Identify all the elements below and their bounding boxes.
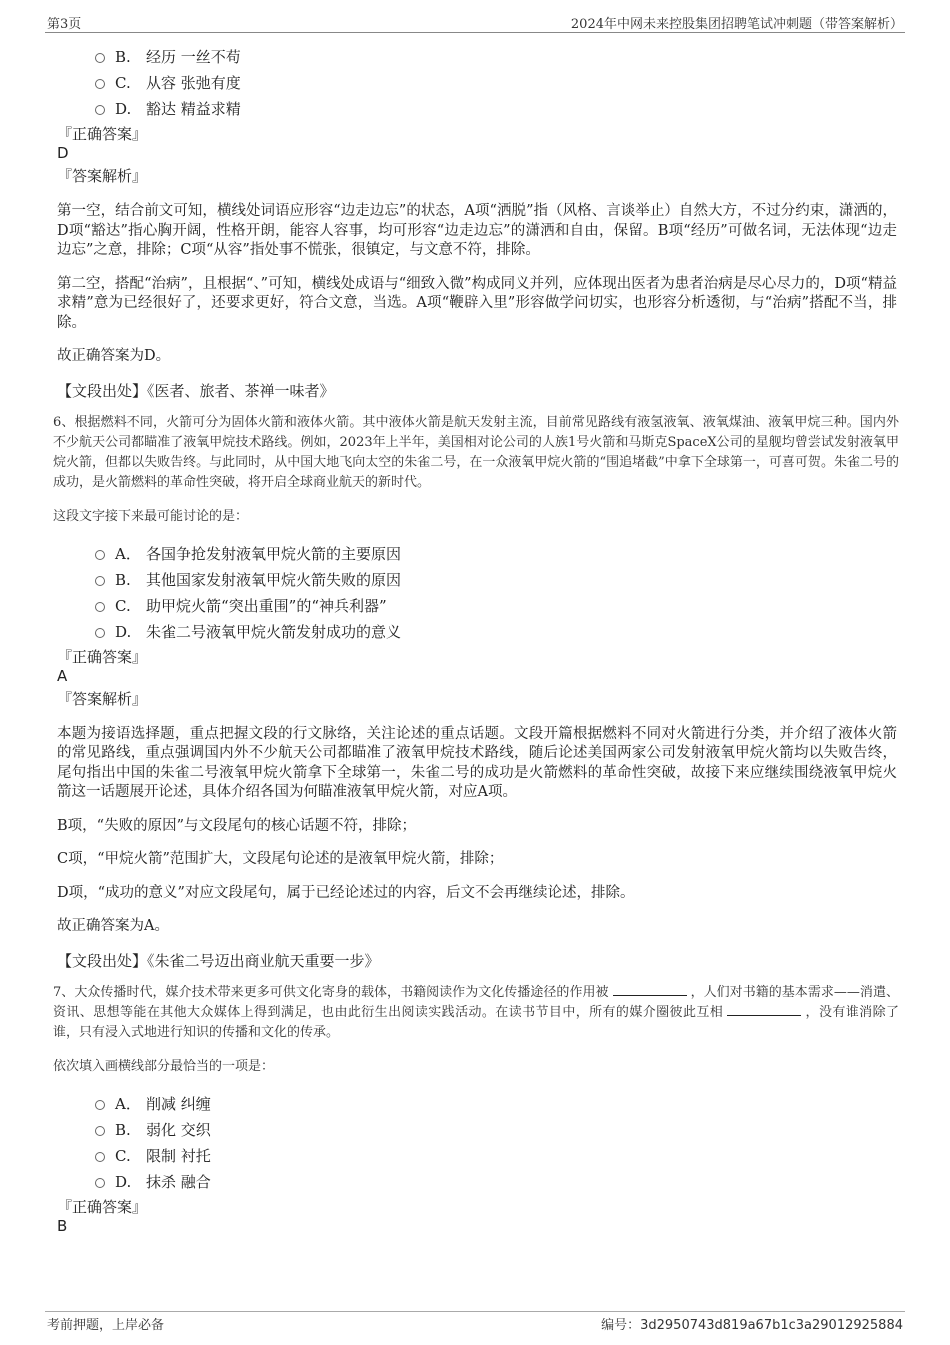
q5-option-c[interactable]: C. 从容 张弛有度 [95, 70, 897, 96]
radio-button-icon[interactable] [95, 1152, 105, 1162]
footer-slogan: 考前押题，上岸必备 [47, 1318, 165, 1333]
q6-answer-label: 『正确答案』 [57, 647, 148, 666]
q5-options [95, 44, 897, 122]
q6-source: 【文段出处】《朱雀二号迈出商业航天重要一步》 [57, 951, 380, 970]
q6-prompt: 这段文字接下来最可能讨论的是： [53, 508, 249, 524]
q5-option-d[interactable]: D. 豁达 精益求精 [95, 96, 897, 122]
page-footer [45, 1311, 905, 1334]
q7-prompt: 依次填入画横线部分最恰当的一项是： [53, 1058, 275, 1074]
q6-analysis-para: 本题为接语选择题，重点把握文段的行文脉络，关注论述的重点话题。文段开篇根据燃料不同对火箭进行分类，并介绍了液体火箭的常见路线，重点强调国内外不少航天公司都瞄准了液氧甲烷技术路线，随后论述美国两家公司发射液氧甲烷火箭均以失败告终，尾句指出中国的朱雀二号液氧甲烷火箭拿下全球第一，朱雀二号的成功是火箭燃料的革命性突破，故接下来应继续围绕液氧甲烷火箭这一话题展开论述，具体介绍各国为何瞄准液氧甲烷火箭，对应A项。 [57, 725, 897, 800]
fill-blank-2 [727, 1015, 801, 1016]
q7-answer-label: 『正确答案』 [57, 1197, 148, 1216]
radio-button-icon[interactable] [95, 628, 105, 638]
document-title: 2024年中网未来控股集团招聘笔试冲刺题（带答案解析） [570, 17, 903, 32]
q7-option-b[interactable]: B. 弱化 交织 [95, 1117, 897, 1143]
q7-question-text: 7、大众传播时代，媒介技术带来更多可供文化寄身的载体，书籍阅读作为文化传播途径的作用被 ，人们对书籍的基本需求——消遣、资讯、思想等能在其他大众媒体上得到满足，也由此衍生出阅读实践活动。在读书节目中，所有的媒介圈彼此互相 ，没有谁消除了谁，只有浸入式地进行知识的传播和文化的传承。 [53, 984, 899, 1040]
q6-analysis-para: C项，“甲烷火箭”范围扩大，文段尾句论述的是液氧甲烷火箭，排除； [57, 851, 504, 867]
q6-option-c[interactable]: C. 助甲烷火箭“突出重围”的“神兵利器” [95, 593, 897, 619]
radio-button-icon[interactable] [95, 602, 105, 612]
document-code: 编号：3d2950743d819a67b1c3a29012925884 [601, 1318, 903, 1333]
q6-answer: A [57, 666, 68, 685]
q6-analysis-label: 『答案解析』 [57, 689, 148, 708]
q5-source: 【文段出处】《医者、旅者、茶禅一味者》 [57, 381, 335, 400]
q5-option-b[interactable]: B. 经历 一丝不苟 [95, 44, 897, 70]
radio-button-icon[interactable] [95, 105, 105, 115]
q5-answer: D [57, 144, 69, 162]
radio-button-icon[interactable] [95, 79, 105, 89]
q7-option-d[interactable]: D. 抹杀 融合 [95, 1169, 897, 1195]
q7-option-c[interactable]: C. 限制 衬托 [95, 1143, 897, 1169]
radio-button-icon[interactable] [95, 1178, 105, 1188]
q6-option-b[interactable]: B. 其他国家发射液氧甲烷火箭失败的原因 [95, 567, 897, 593]
q6-option-d[interactable]: D. 朱雀二号液氧甲烷火箭发射成功的意义 [95, 619, 897, 645]
q6-question-text: 6、根据燃料不同，火箭可分为固体火箭和液体火箭。其中液体火箭是航天发射主流，目前常见路线有液氢液氧、液氧煤油、液氧甲烷三种。国内外不少航天公司都瞄准了液氧甲烷技术路线。例如，2023年上半年，美国相对论公司的人族1号火箭和马斯克SpaceX公司的星舰均曾尝试发射液氧甲烷火箭，但都以失败告终。与此同时，从中国大地飞向太空的朱雀二号，在一众液氧甲烷火箭的“围追堵截”中拿下全球第一，可喜可贺。朱雀二号的成功，是火箭燃料的革命性突破，将开启全球商业航天的新时代。 [53, 414, 899, 490]
radio-button-icon[interactable] [95, 576, 105, 586]
q5-analysis-para: 第二空，搭配“治病”，且根据“、”可知，横线处成语与“细致入微”构成同义并列，应体现出医者为患者治病是尽心尽力的，D项“精益求精”意为已经很好了，还要求更好，符合文意，当选。A项“鞭辟入里”形容做学问切实，也形容分析透彻，与“治病”搭配不当，排除。 [57, 275, 897, 331]
q7-option-a[interactable]: A． 削减 纠缠 [95, 1091, 897, 1117]
q7-options [95, 1091, 897, 1195]
page-header [45, 12, 905, 33]
page-number: 第3页 [47, 17, 82, 32]
q5-answer-label: 『正确答案』 [57, 125, 148, 143]
radio-button-icon[interactable] [95, 1100, 105, 1110]
q7-answer: B [57, 1216, 68, 1235]
q5-analysis-conclusion: 故正确答案为D。 [57, 348, 171, 364]
q6-analysis-para: D项，“成功的意义”对应文段尾句，属于已经论述过的内容，后文不会再继续论述，排除。 [57, 884, 635, 901]
radio-button-icon[interactable] [95, 1126, 105, 1136]
q6-options [95, 541, 897, 645]
q6-analysis-conclusion: 故正确答案为A。 [57, 918, 169, 934]
radio-button-icon[interactable] [95, 53, 105, 63]
q6-option-a[interactable]: A． 各国争抢发射液氧甲烷火箭的主要原因 [95, 541, 897, 567]
document-body [53, 44, 899, 1239]
fill-blank-1 [613, 995, 687, 996]
q6-analysis-para: B项，“失败的原因”与文段尾句的核心话题不符，排除； [57, 817, 416, 834]
q5-analysis-para: 第一空，结合前文可知，横线处词语应形容“边走边忘”的状态，A项“洒脱”指（风格、言谈举止）自然大方，不过分约束，潇洒的，D项“豁达”指心胸开阔，性格开朗，能容人容事，均可形容“边走边忘”的潇洒和自由，保留。B项“经历”可做名词，无法体现“边走边忘”之意，排除；C项“从容”指处事不慌张，很镇定，与文意不符，排除。 [57, 203, 897, 258]
q5-analysis-label: 『答案解析』 [57, 167, 148, 185]
radio-button-icon[interactable] [95, 550, 105, 560]
